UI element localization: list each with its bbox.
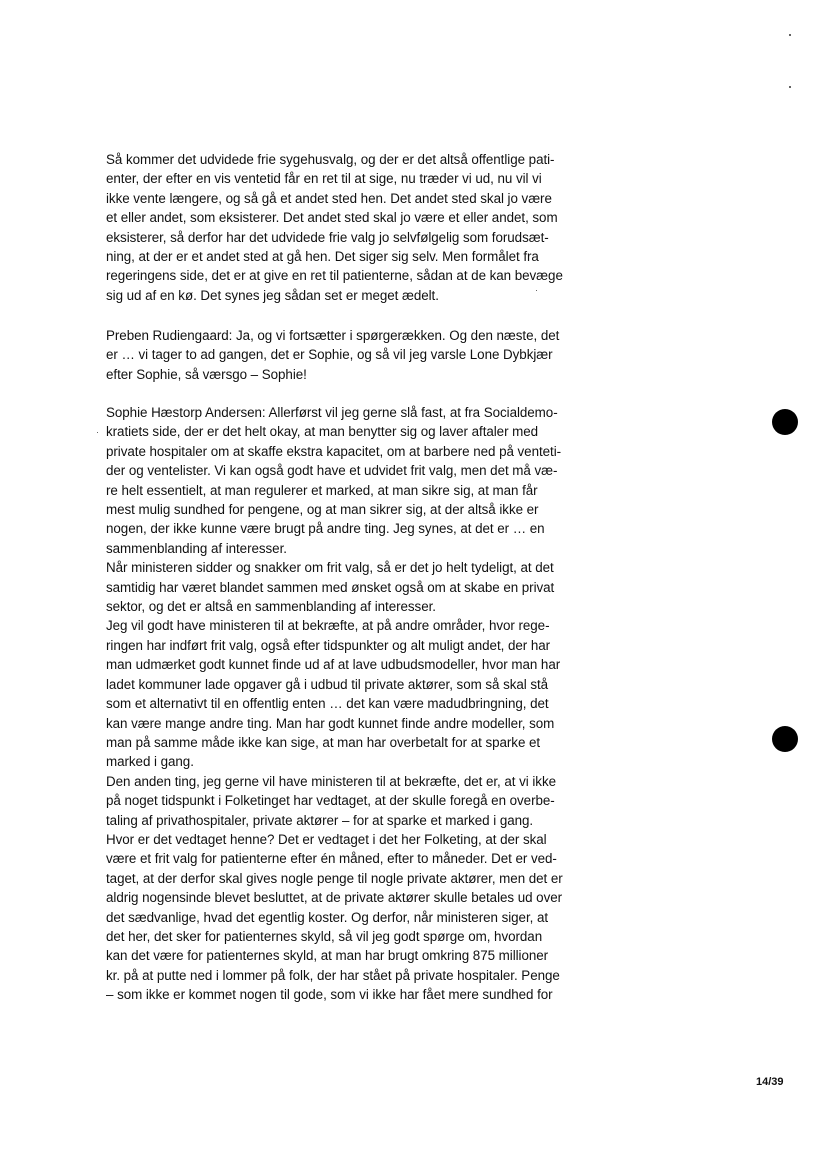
text-line: der og ventelister. Vi kan også godt have et udvidet frit valg, men det må væ- [106, 463, 558, 479]
text-line: Sophie Hæstorp Andersen: Allerførst vil jeg gerne slå fast, at fra Socialdemo- [106, 405, 558, 420]
text-line: kan det være for patienternes skyld, at man har brugt omkring 875 millioner [106, 948, 549, 964]
text-line: kr. på at putte ned i lommer på folk, der har stået på private hospitaler. Penge [106, 967, 560, 983]
text-line: man udmærket godt kunnet finde ud af at lave udbudsmodeller, hvor man har [106, 657, 561, 673]
text-line: er … vi tager to ad gangen, det er Sophie, og så vil jeg varsle Lone Dybkjær [106, 347, 553, 363]
text-line: være et frit valg for patienterne efter én måned, efter to måneder. Det er ved- [106, 851, 557, 867]
text-line: Hvor er det vedtaget henne? Det er vedtaget i det her Folketing, at der skal [106, 831, 547, 847]
text-line: Den anden ting, jeg gerne vil have ministeren til at bekræfte, det er, at vi ikke [106, 773, 556, 789]
text-line: sammenblanding af interesser. [106, 540, 287, 556]
text-line: man på samme måde ikke kan sige, at man har overbetalt for at sparke et [106, 734, 541, 750]
text-line: sig ud af en kø. Det synes jeg sådan set er meget ædelt. [106, 287, 439, 303]
text-line: samtidig har været blandet sammen med ønsket også om at skabe en privat [106, 579, 555, 595]
text-line: nogen, der ikke kunne være brugt på andre ting. Jeg synes, at det er … en [106, 521, 545, 537]
text-line: eksisterer, så derfor har det udvidede frie valg jo selvfølgelig som forudsæt- [106, 229, 549, 245]
text-line: private hospitaler om at skaffe ekstra kapacitet, om at barbere ned på venteti- [106, 443, 562, 459]
text-line: på noget tidspunkt i Folketinget har vedtaget, at der skulle foregå en overbe- [106, 793, 555, 809]
scan-speck [789, 86, 791, 88]
text-line: re helt essentielt, at man regulerer et marked, at man sikre sig, at man får [106, 482, 538, 498]
text-line: aldrig nogensinde blevet besluttet, at de private aktører skulle betales ud over [106, 890, 563, 906]
text-line: ning, at der er et andet sted at gå hen. Det siger sig selv. Men formålet fra [106, 249, 539, 265]
scan-speck [789, 34, 791, 36]
paragraph-sophie [106, 403, 586, 1005]
paragraph-preben [106, 326, 586, 384]
text-line: et eller andet, som eksisterer. Det andet sted skal jo være et eller andet, som [106, 210, 558, 226]
paragraph-intro [106, 150, 586, 305]
text-line: Når ministeren sidder og snakker om frit valg, så er det jo helt tydeligt, at det [106, 560, 554, 576]
text-line: ladet kommuner lade opgaver gå i udbud til private aktører, som så skal stå [106, 676, 549, 692]
text-line: Preben Rudiengaard: Ja, og vi fortsætter i spørgerækken. Og den næste, det [106, 328, 560, 343]
text-line: efter Sophie, så værsgo – Sophie! [106, 366, 307, 382]
text-line: kan være mange andre ting. Man har godt kunnet finde andre modeller, som [106, 715, 555, 731]
text-line: kratiets side, der er det helt okay, at man benytter sig og laver aftaler med [106, 424, 539, 440]
text-line: sektor, og det er altså en sammenblanding af interesser. [106, 599, 436, 615]
text-line: marked i gang. [106, 754, 194, 770]
text-line: – som ikke er kommet nogen til gode, som vi ikke har fået mere sundhed for [106, 987, 553, 1003]
text-line: det her, det sker for patienternes skyld, så vil jeg godt spørge om, hvordan [106, 928, 543, 944]
text-line: det sædvanlige, hvad det egentlig koster. Og derfor, når ministeren siger, at [106, 909, 549, 925]
punch-hole [772, 409, 798, 435]
text-line: Så kommer det udvidede frie sygehusvalg, og der er det altså offentlige pati- [106, 152, 555, 167]
scan-speck [97, 432, 98, 433]
punch-hole [772, 726, 798, 752]
text-line: enter, der efter en vis ventetid får en ret til at sige, nu træder vi ud, nu vil vi [106, 171, 542, 187]
text-line: ringen har indført frit valg, også efter tidspunkter og alt muligt andet, der har [106, 637, 551, 653]
text-line: som et alternativt til en offentlig enten … det kan være madudbringning, det [106, 696, 549, 712]
text-line: ikke vente længere, og så gå et andet sted hen. Det andet sted skal jo være [106, 190, 552, 206]
text-line: regeringens side, det er at give en ret til patienterne, sådan at de kan bevæge [106, 268, 563, 284]
text-line: taget, at der derfor skal gives nogle penge til nogle private aktører, men det er [106, 870, 563, 886]
page-number: 14/39 [756, 1076, 784, 1088]
text-line: mest mulig sundhed for pengene, og at man sikrer sig, at der altså ikke er [106, 502, 539, 518]
text-line: taling af privathospitaler, private aktører – for at sparke et marked i gang. [106, 812, 534, 828]
text-line: Jeg vil godt have ministeren til at bekræfte, at på andre områder, hvor rege- [106, 618, 550, 634]
